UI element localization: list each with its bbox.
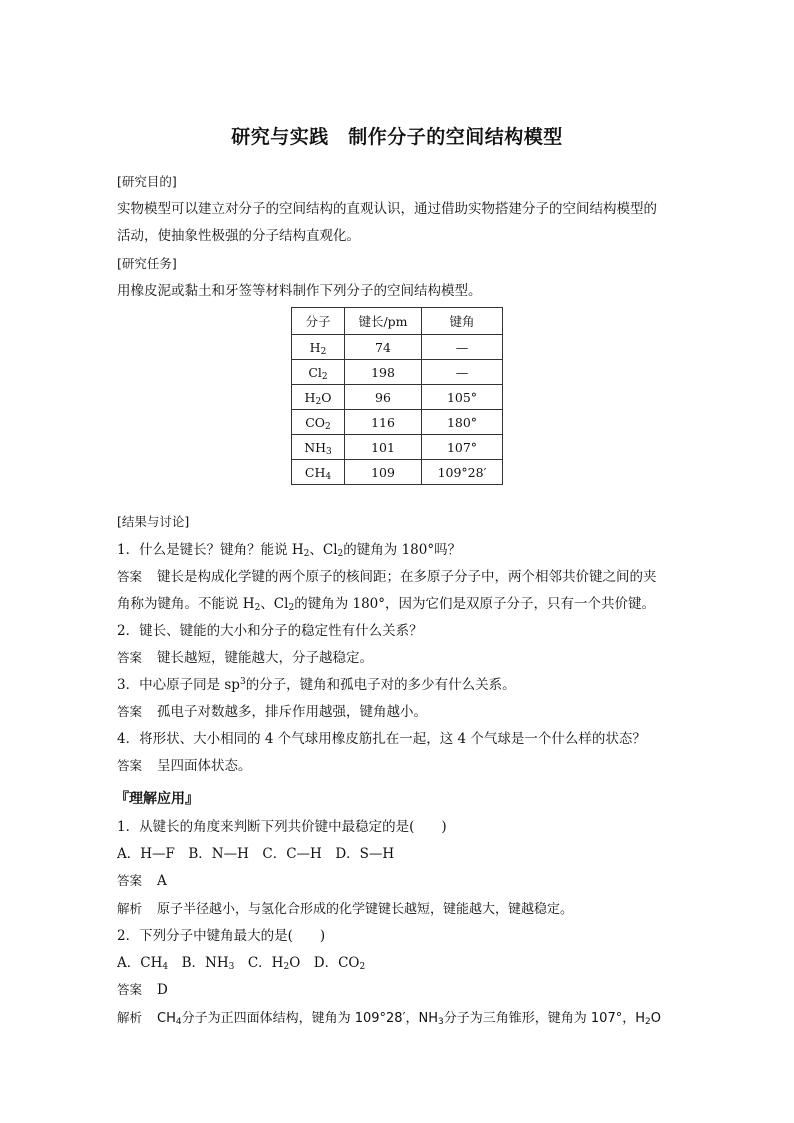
task-heading: [研究任务] xyxy=(117,256,177,271)
table-row xyxy=(292,410,503,435)
purpose-heading: [研究目的] xyxy=(117,174,177,189)
table-header-bond-length: 键长/pm xyxy=(345,308,422,335)
bond-angle-cell: 107° xyxy=(422,435,503,460)
table-row xyxy=(292,360,503,385)
table-row xyxy=(292,335,503,360)
bond-length-cell: 109 xyxy=(345,460,422,485)
bond-length-cell: 74 xyxy=(345,335,422,360)
bond-data-table xyxy=(291,307,503,485)
application-heading: 『理解应用』 xyxy=(115,791,199,807)
table-header-row xyxy=(292,308,503,335)
bond-length-cell: 198 xyxy=(345,360,422,385)
answer-label: 答案 xyxy=(117,873,143,888)
problem-2-answer: 答案 D xyxy=(117,982,168,998)
page-title: 研究与实践 制作分子的空间结构模型 xyxy=(231,126,563,148)
task-text: 用橡皮泥或黏土和牙签等材料制作下列分子的空间结构模型。 xyxy=(117,283,482,299)
discussion-heading: [结果与讨论] xyxy=(117,514,190,529)
bond-angle-cell: 180° xyxy=(422,410,503,435)
molecule-cell: $Cl_2$ xyxy=(292,360,345,385)
bond-angle-cell: — xyxy=(422,360,503,385)
bond-length-cell: 96 xyxy=(345,385,422,410)
answer-label: 答案 xyxy=(117,982,143,997)
problem-2-question: 2．下列分子中键角最大的是( ) xyxy=(117,928,326,944)
bond-angle-cell: 105° xyxy=(422,385,503,410)
answer-label: 答案 xyxy=(117,650,143,665)
answer-2: 答案 键长越短，键能越大，分子越稳定。 xyxy=(117,650,373,666)
question-1: 1．什么是键长？键角？能说 $H_2$、$Cl_2$的键角为 180°吗？ xyxy=(117,542,462,559)
analysis-label: 解析 xyxy=(117,1010,143,1025)
molecule-cell: $NH_3$ xyxy=(292,435,345,460)
purpose-text-line-2: 活动，使抽象性极强的分子结构直观化。 xyxy=(117,228,360,244)
bond-angle-cell: 109°28′ xyxy=(422,460,503,485)
bond-length-cell: 101 xyxy=(345,435,422,460)
answer-label: 答案 xyxy=(117,569,143,584)
answer-label: 答案 xyxy=(117,758,143,773)
problem-1-answer: 答案 A xyxy=(117,873,167,889)
molecule-cell: $CO_2$ xyxy=(292,410,345,435)
problem-1-analysis: 解析 原子半径越小，与氢化合形成的化学键键长越短，键能越大，键越稳定。 xyxy=(117,901,574,917)
question-3: 3．中心原子同是 $sp^3$的分子，键角和孤电子对的多少有什么关系。 xyxy=(117,677,516,693)
answer-label: 答案 xyxy=(117,704,143,719)
molecule-cell: $CH_4$ xyxy=(292,460,345,485)
molecule-cell: $H_2$ xyxy=(292,335,345,360)
table-header-bond-angle: 键角 xyxy=(422,308,503,335)
analysis-label: 解析 xyxy=(117,901,143,916)
table-header-molecule: 分子 xyxy=(292,308,345,335)
problem-2-analysis: 解析 $CH_4$分子为正四面体结构，键角为 109°28′，$NH_3$分子为三角锥形，键角为 107°，$H_2O$ xyxy=(117,1010,661,1027)
answer-1-line-2: 角称为键角。不能说 $H_2$、$Cl_2$的键角为 180°，因为它们是双原子分子，只有一个共价键。 xyxy=(117,596,656,613)
problem-1-question: 1．从键长的角度来判断下列共价键中最稳定的是( ) xyxy=(117,819,447,835)
answer-1-line-1: 答案 键长是构成化学键的两个原子的核间距；在多原子分子中，两个相邻共价键之间的夹 xyxy=(117,569,657,585)
answer-3: 答案 孤电子对数越多，排斥作用越强，键角越小。 xyxy=(117,704,427,720)
molecule-cell: $H_2O$ xyxy=(292,385,345,410)
problem-1-options: A．H—F B．N—H C．C—H D．S—H xyxy=(117,846,395,862)
problem-2-options: A．$CH_4$ B．$NH_3$ C．$H_2O$ D．$CO_2$ xyxy=(117,955,366,972)
bond-length-cell: 116 xyxy=(345,410,422,435)
table-row xyxy=(292,435,503,460)
question-4: 4．将形状、大小相同的 4 个气球用橡皮筋扎在一起，这 4 个气球是一个什么样的状态？ xyxy=(117,731,646,747)
table-row xyxy=(292,385,503,410)
answer-4: 答案 呈四面体状态。 xyxy=(117,758,252,774)
purpose-text-line-1: 实物模型可以建立对分子的空间结构的直观认识，通过借助实物搭建分子的空间结构模型的 xyxy=(117,201,657,217)
table-row xyxy=(292,460,503,485)
question-2: 2．键长、键能的大小和分子的稳定性有什么关系？ xyxy=(117,623,423,639)
bond-angle-cell: — xyxy=(422,335,503,360)
